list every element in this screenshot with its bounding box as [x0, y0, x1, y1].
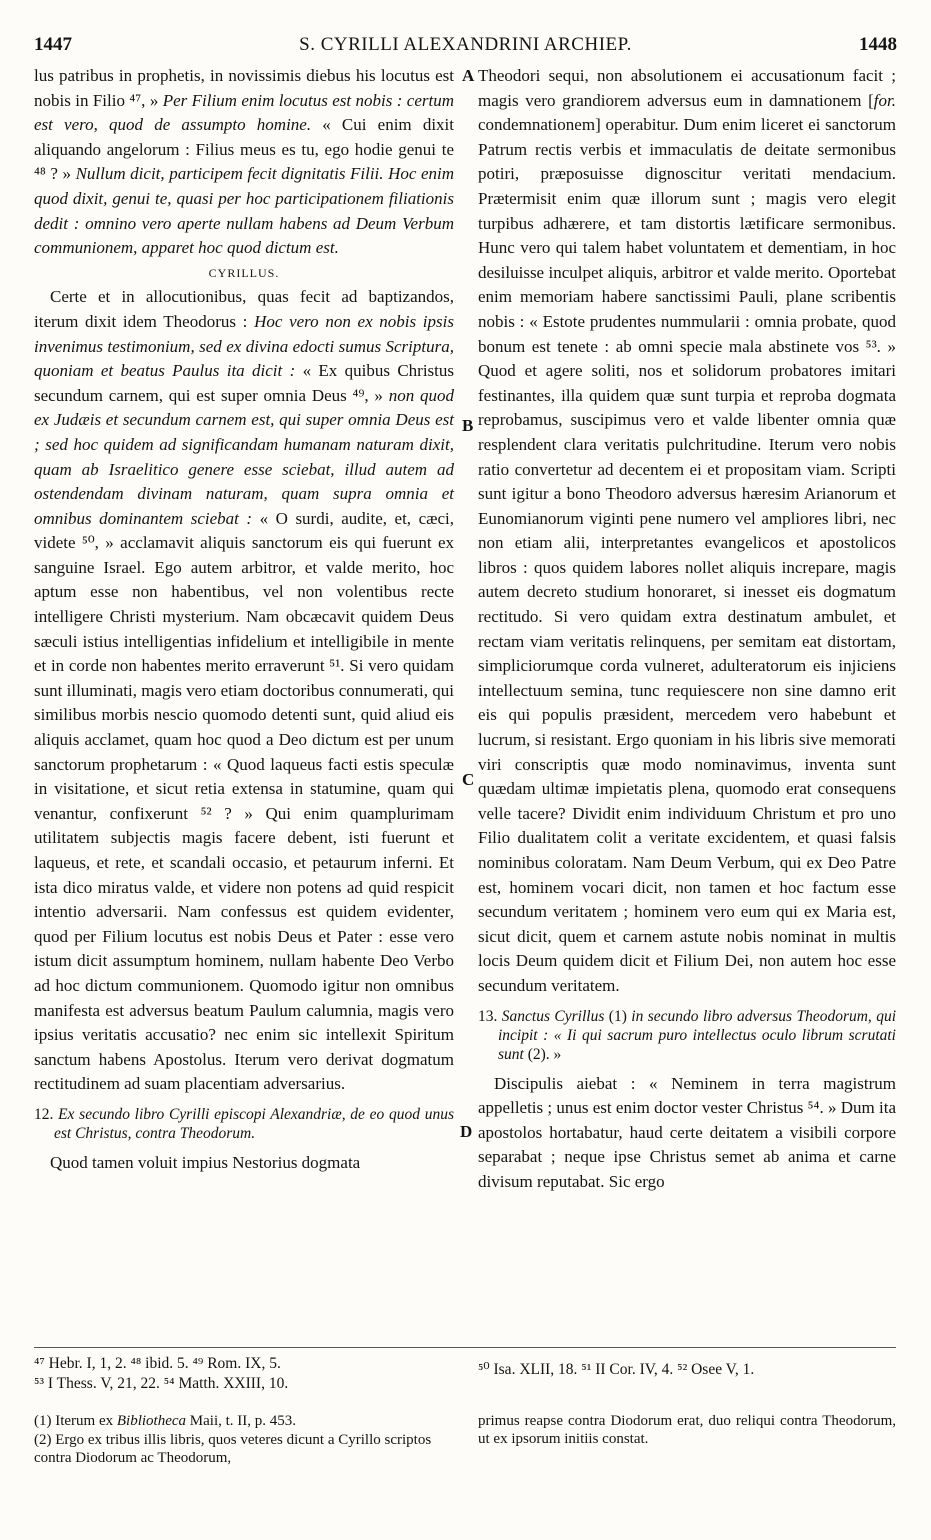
section-title: Sanctus Cyrillus (1) in secundo libro adversus Theodorum, qui incipit : « Ii qui sacrum puro intellectus oculo librum scrutati sunt (2). »	[498, 1007, 897, 1063]
margin-letter-c: C	[462, 770, 475, 789]
right-column	[478, 64, 896, 1195]
footnote-line: ⁴⁷ Hebr. I, 1, 2. ⁴⁸ ibid. 5. ⁴⁹ Rom. IX, 5.	[34, 1355, 281, 1372]
editor-note: (2) Ergo ex tribus illis libris, quos veteres dicunt a Cyrillo scriptos contra Diodorum ac Theodorum,	[34, 1432, 432, 1466]
paragraph: Theodori sequi, non absolutionem ei accusationum facit ; magis vero grandiorem adversus eum in damnationem [for. condemnationem] operabitur. Dum enim liceret ei sanctorum Patrum rectis verbis et immaculatis de deitate sermonibus potiri, præposuisse dignoscitur veritati mendacium. Prætermisit enim quæ illorum sunt ; magis vero elegit turpibus adhærere, et tam distortis lætificare sermonibus. Hunc vero qui talem habet voluntatem et dementiam, in hoc desiluisse inculpet aliquis, arbitror et valde merito. Oportebat enim memoriam habere sanctissimi Pauli, plane scribentis nobis : « Estote prudentes nummularii : omnia probate, quod bonum est tenete : ab omni specie mala abstinete vos ⁵³. » Quod et agere soliti, nos et solidorum probatores imitari festinantes, illa quidem quæ sunt turpia et reproba dogmata reprobamus, suscipimus vero et valde libenter omnia quæ resplendent clara veritatis pulchritudine. Iterum vero nobis ratio convertetur ad decentem ei et propositam viam. Scripti sunt igitur a bono Theodoro adversus hæresim Arianorum et Eunomianorum viginti pene numero vel ampliores libri, nec non etiam alii, interpretantes evangelicos et apostolicos libros : quos quidem labores nollet aliquis increpare, magis autem decreto studium honoraret, si inesset eis dogmatum rectitudo. Si vero quidam extra destinatum ambulet, et rectam viam veritatis relinquens, per semitam eat distortam, simpliciorumque corda vulneret, adulteratorum eis injiciens intellectuum semina, tunc requiescere non sine damno erit eis qui populis præsident, mercedem vero habebunt et lucrum, si resistant. Ergo quoniam in his libris sive memorati viri conscriptis quæ modo nominavimus, inventa sunt quædam ultimæ impietatis plena, quomodo erat consequens velle tacere? Dividit enim individuum Christum et pro uno Filio dualitatem colit a veritate excidentem, et quasi falsis nominibus coloratam. Nam Deum Verbum, qui ex Deo Patre est, hominem vocari dicit, non tamen et hoc factum esse secundum veritatem ; hominem vero eum qui ex Maria est, sicut dicit, quem et carnem astute nobis nominat in multis locis Deum quidem dicit et Filium Dei, non autem hoc esse secundum veritatem.	[478, 66, 896, 995]
editor-note-continued: primus reapse contra Diodorum erat, duo reliqui contra Theodorum, ut ex ipsorum initiis constat.	[478, 1413, 896, 1447]
running-header	[34, 34, 897, 62]
paragraph: Certe et in allocutionibus, quas fecit ad baptizandos, iterum dixit idem Theodorus : Hoc vero non ex nobis ipsis invenimus testimonium, sed ex divina edocti sumus Scriptura, quoniam et beatus Paulus ita dicit : « Ex quibus Christus secundum carnem, qui est super omnia Deus ⁴⁹, » non quod ex Judæis et secundum carnem est, qui super omnia Deus est ; sed hoc quidem ad significandam humanam naturam dixit, quam ab Israelitico genere esse sciebat, illud autem ad ostendendam divinam naturam, quam supra omnia et omnibus dominantem sciebat : « O surdi, audite, et, cæci, videte ⁵⁰, » acclamavit aliquis sanctorum eis qui fuerunt ex sanguine Israel. Ego autem arbitror, et valde merito, hoc aptum esse non habentibus, vel non volentibus recte intelligere Christi mysterium. Nam obcæcavit quidem Deus sæculi istius intelligentias infidelium et intelligibile in mente et in corde non habentes merito erraverunt ⁵¹. Si vero quidam sunt illuminati, magis vero etiam doctoribus connumerati, qui similibus morbis nescio quomodo detenti sunt, quid aliud eis aliquis acclamet, quam hoc quod a Deo dictum est per unum sanctorum prophetarum : « Quod laqueus facti estis speculæ in visitatione, et sicut retia extensa in statumine, quam qui venantur, confixerunt ⁵² ? » Qui enim quamplurimam utilitatem subjectis magis facere debent, isti fuerunt et laqueus, et rete, et scandali occasio, et petaurum inferni. Et ista dico miratus valde, et videre non potens ad quid respicit intentio adversarii. Nam confessus est quidem evidenter, quod per Filium locutus est nobis Deus et Pater : esse vero istum dicit assumptum hominem, nullam habente Deo Verbo ad hoc dictum communionem. Quomodo igitur non omnibus manifesta est adversus beatum Paulum calumnia, magis vero ipsius veritatis accusatio? nec enim sic intellexit Spiritum sanctum habens Apostolus. Iterum vero derivat dogmatum rectitudinem ad suam placentiam adversarius.	[34, 287, 455, 1094]
running-title: S. CYRILLI ALEXANDRINI ARCHIEP.	[299, 34, 632, 55]
margin-letter-b: B	[462, 416, 474, 435]
paragraph: Discipulis aiebat : « Neminem in terra magistrum appelletis ; unus est enim doctor vester Christus ⁵⁴. » Dum ita apostolos hortabatur, haud certe deitatem a visibili corpore separabat ; neque ipse Christus semet ab anima et carne divisum reputabat. Sic ergo	[478, 1073, 896, 1191]
paragraph: Quod tamen voluit impius Nestorius dogmata	[50, 1152, 361, 1172]
section-title: Ex secundo libro Cyrilli episcopi Alexandriæ, de eo quod unus est Christus, contra Theodorum.	[54, 1105, 454, 1142]
footnote-line: ⁵⁰ Isa. XLII, 18. ⁵¹ II Cor. IV, 4. ⁵² Osee V, 1.	[478, 1361, 755, 1378]
left-column	[34, 64, 454, 1176]
paragraph: lus patribus in prophetis, in novissimis diebus his locutus est nobis in Filio ⁴⁷, » Per Filium enim locutus est nobis : certum est vero, quod de assumpto homine. « Cui enim dixit aliquando angelorum : Filius meus es tu, ego hodie genui te ⁴⁸ ? » Nullum dicit, participem fecit dignitatis Filii. Hoc enim quod dixit, genui te, quasi per hoc participationem filiationis dedit : omnino vero aperte nullam habens ad Deum Verbum communionem, apparet hoc quod dictum est.	[34, 66, 454, 258]
footnote-rule	[34, 1347, 896, 1348]
section-number: 12.	[34, 1105, 54, 1123]
margin-letter-a: A	[462, 66, 475, 85]
editor-note: (1) Iterum ex Bibliotheca Maii, t. II, p. 453.	[34, 1413, 297, 1429]
footnote-line: ⁵³ I Thess. V, 21, 22. ⁵⁴ Matth. XXIII, 10.	[34, 1375, 289, 1392]
section-number: 13.	[478, 1007, 498, 1025]
speaker-heading: CYRILLUS.	[208, 265, 280, 280]
section-heading	[478, 1007, 896, 1064]
page-number-right: 1448	[859, 34, 897, 55]
section-heading	[34, 1105, 454, 1143]
margin-letter-d: D	[460, 1122, 473, 1141]
page-number-left: 1447	[34, 34, 72, 55]
